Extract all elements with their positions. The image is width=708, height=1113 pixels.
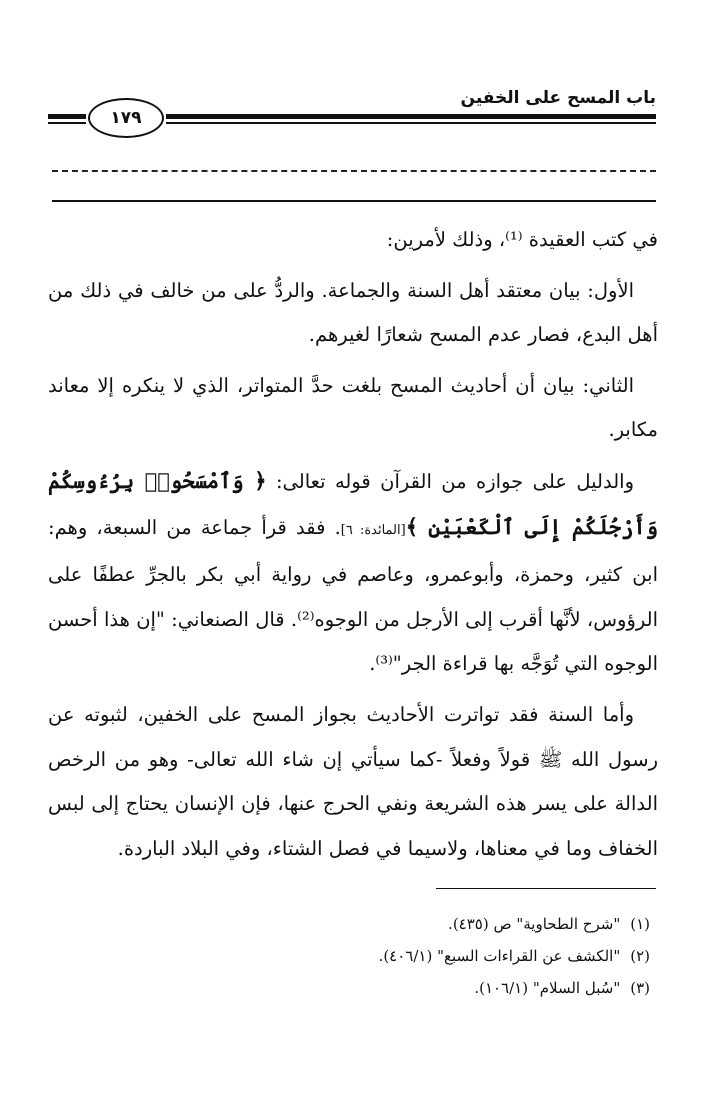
footnote-item bbox=[60, 972, 650, 1004]
footnote-text: "الكشف عن القراءات السبع" (٤٠٦/١). bbox=[378, 947, 621, 965]
paragraph-first-reason: الأول: بيان معتقد أهل السنة والجماعة. والردُّ على من خالف في ذلك من أهل البدع، فصار عدم المسح شعارًا لغيرهم. bbox=[48, 278, 658, 347]
quran-intro-text: والدليل على جوازه من القرآن قوله تعالى: bbox=[266, 469, 634, 493]
header-rule-thick bbox=[166, 114, 656, 119]
quran-verse: ﴿ وَٱمْسَحُوا۟ بِرُءُوسِكُمْ وَأَرْجُلَكُمْ إِلَى ٱلْكَعْبَيْنِ ﴾ bbox=[48, 467, 659, 539]
footnote-text: "شرح الطحاوية" ص (٤٣٥). bbox=[448, 915, 621, 933]
header-rule-left-thick bbox=[48, 114, 86, 119]
paragraph-second-reason: الثاني: بيان أن أحاديث المسح بلغت حدَّ المتواتر، الذي لا ينكره إلا معاند مكابر. bbox=[48, 373, 658, 442]
header-rule-thin bbox=[166, 122, 656, 124]
footnote-number: (٣) bbox=[630, 979, 650, 997]
footnotes bbox=[60, 908, 650, 1004]
footnote-number: (٢) bbox=[630, 947, 650, 965]
footnote-item bbox=[60, 940, 650, 972]
main-text bbox=[48, 218, 658, 877]
paragraph-quran-evidence bbox=[48, 459, 658, 687]
paragraph-sunnah-evidence: وأما السنة فقد تواترت الأحاديث بجواز المسح على الخفين، لثبوته عن رسول الله ﷺ قولاً وفعلاً -كما سيأتي إن شاء الله تعالى- وهو من الرخص الدالة على يسر هذه الشريعة ونفي الحرج عنها، فإن الإنسان يحتاج إلى لبس الخفاف وما في معناها، ولاسيما في فصل الشتاء، وفي البلاد الباردة. bbox=[48, 702, 658, 860]
paragraph-intro: في كتب العقيدة ⁽¹⁾، وذلك لأمرين: bbox=[386, 228, 658, 251]
footnote-item bbox=[60, 908, 650, 940]
footnote-number: (١) bbox=[630, 915, 650, 933]
page-number: ١٧٩ bbox=[110, 108, 142, 128]
quran-evidence-rest: . فقد قرأ جماعة من السبعة، وهم: ابن كثير، وحمزة، وأبوعمرو، وعاصم في رواية أبي بكر بالجرِّ عطفًا على الرؤوس، لأنَّها أقرب إلى الأرجل من الوجوه⁽²⁾. قال الصنعاني: "إن هذا أحسن الوجوه التي تُوَجَّه بها قراءة الجر"⁽³⁾. bbox=[48, 515, 658, 676]
footnote-separator bbox=[436, 888, 656, 889]
page-number-oval bbox=[88, 98, 164, 138]
verse-reference: [المائدة: ٦] bbox=[340, 522, 406, 538]
running-header-title: باب المسح على الخفين bbox=[460, 88, 656, 108]
solid-divider bbox=[52, 200, 656, 202]
footnote-text: "سُبل السلام" (١٠٦/١). bbox=[474, 979, 621, 997]
header-rule-left-thin bbox=[48, 122, 86, 124]
dashed-divider bbox=[52, 170, 656, 172]
